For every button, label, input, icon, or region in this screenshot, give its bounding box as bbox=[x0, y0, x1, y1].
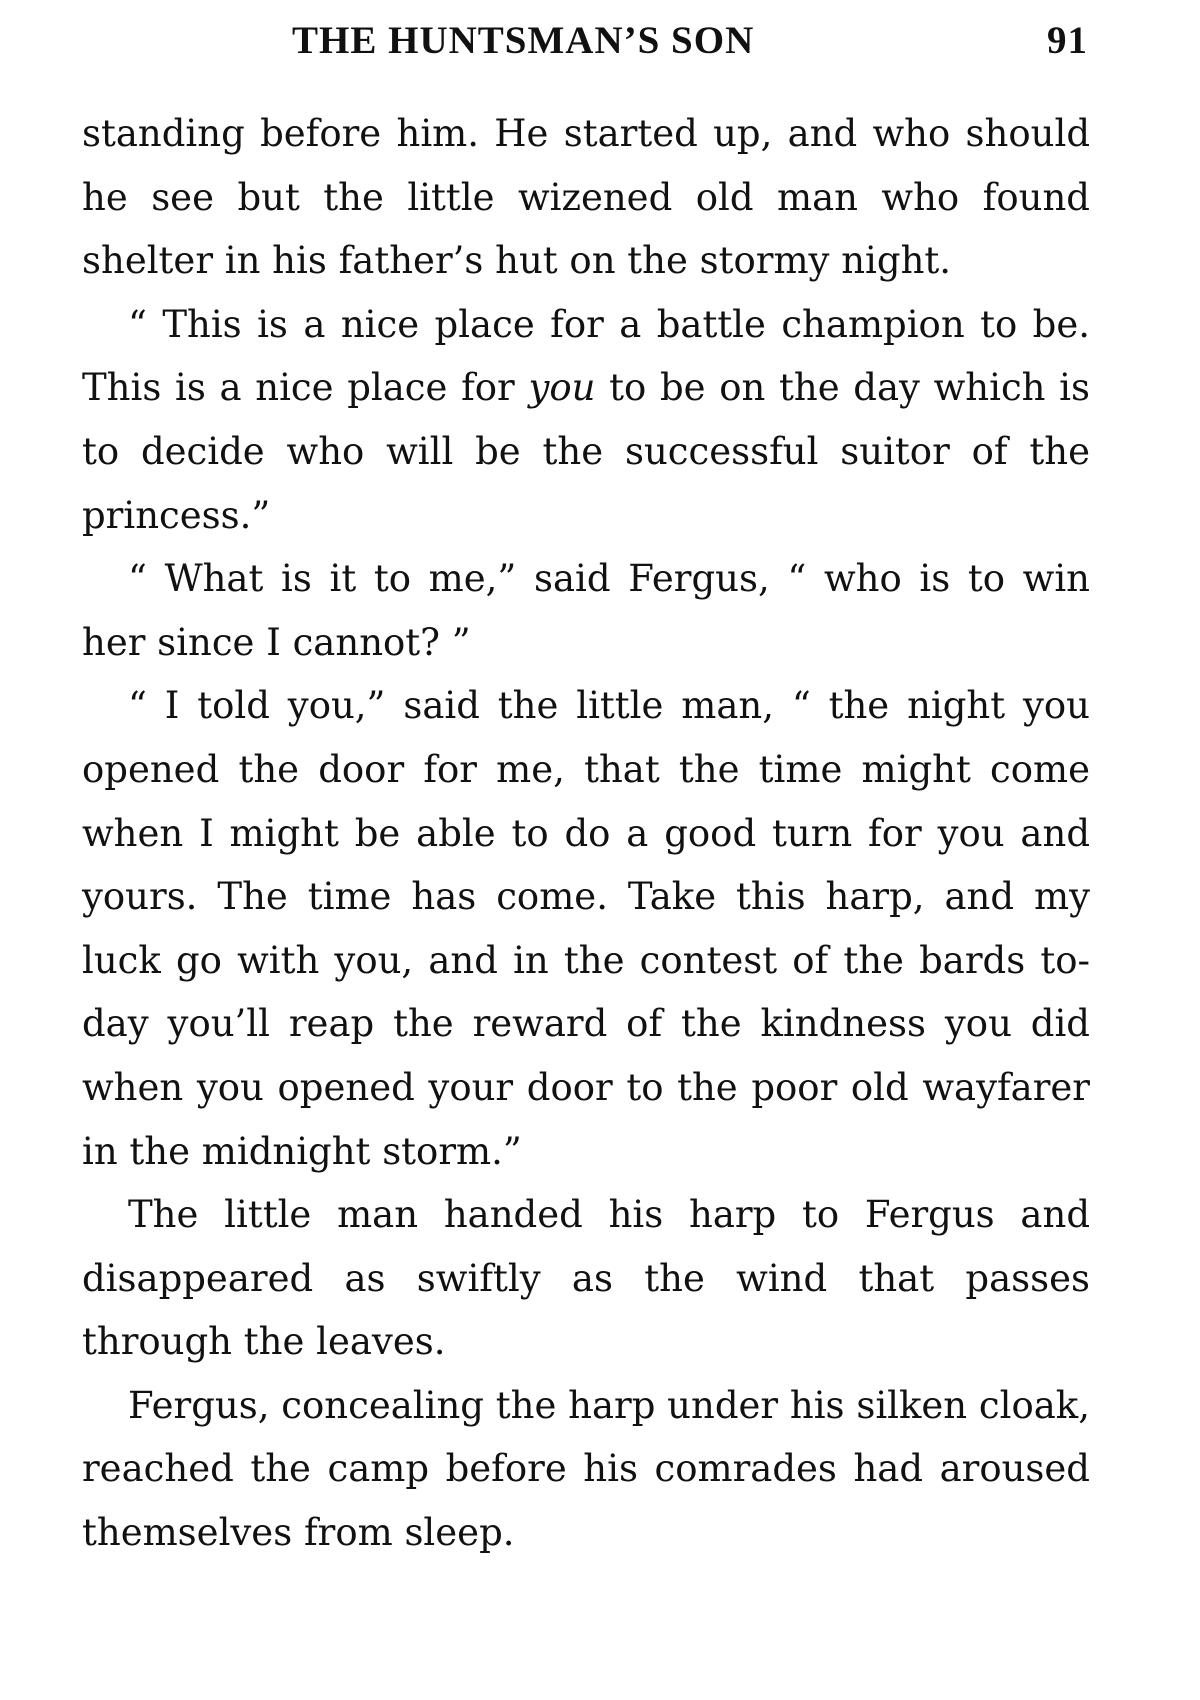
running-title: THE HUNTSMAN’S SON bbox=[292, 19, 755, 62]
paragraph-dialogue-little-man: “ I told you,” said the little man, “ the night you opened the door for me, that the time might come when I might be able to do a good turn for you and yours. The time has come. Take this harp, and my luck go with you, and in the contest of the bards to-day you’ll reap the reward of the kindness you did when you opened your door to the poor old wayfarer in the midnight storm.” bbox=[82, 684, 1090, 1173]
page-number: 91 bbox=[1047, 19, 1088, 62]
paragraph-narration-harp: The little man handed his harp to Fergus and disappeared as swiftly as the wind that passes through the leaves. bbox=[82, 1193, 1090, 1364]
paragraph-continuation: standing before him. He started up, and who should he see but the little wizened old man who found shelter in his father’s hut on the stormy night. bbox=[82, 112, 1090, 283]
paragraph-narration-camp: Fergus, concealing the harp under his silken cloak, reached the camp before his comrades had aroused themselves from sleep. bbox=[82, 1383, 1090, 1555]
paragraph-text-after-emphasis: to be on the day which is to decide who will be the successful suitor of the princess.” bbox=[82, 366, 1090, 537]
emphasized-word: you bbox=[528, 366, 596, 410]
running-head bbox=[82, 18, 1090, 70]
paragraph-dialogue-champion bbox=[82, 293, 1090, 547]
paragraph-dialogue-fergus: “ What is it to me,” said Fergus, “ who is to win her since I cannot? ” bbox=[82, 557, 1090, 664]
body-text bbox=[82, 102, 1090, 1565]
paragraph-text-before-emphasis: “ This is a nice place for a battle champion to be. This is a nice place for bbox=[82, 302, 1090, 410]
